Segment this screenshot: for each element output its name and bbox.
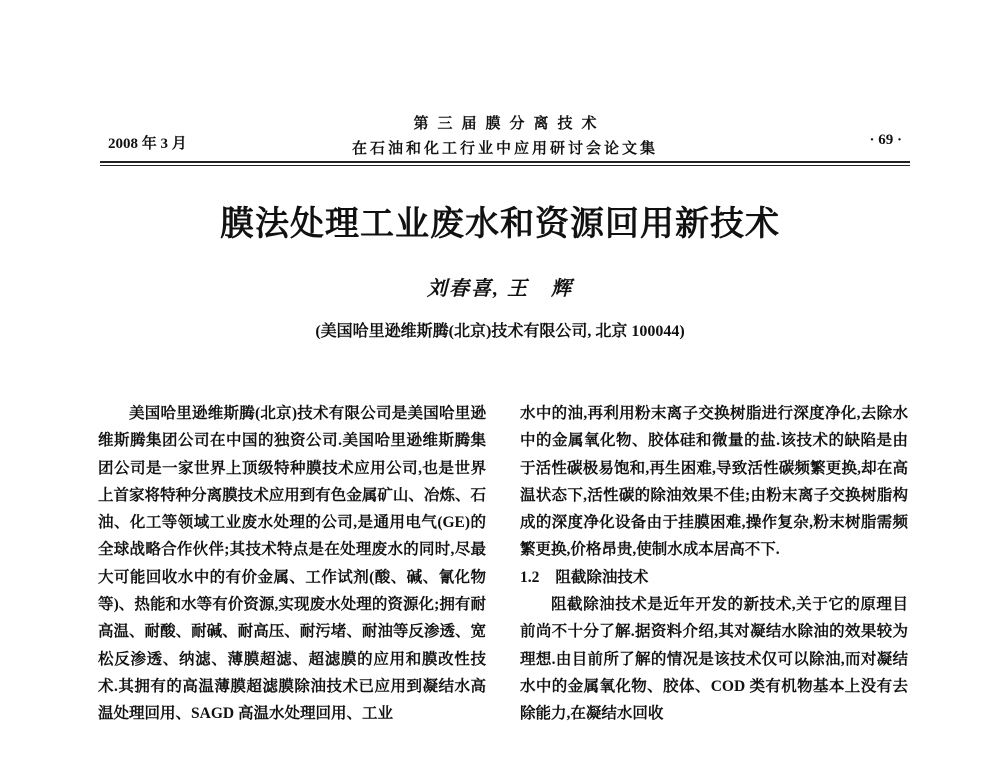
header-conference <box>100 112 910 158</box>
header-conference-line2: 在石油和化工行业中应用研讨会论文集 <box>351 141 658 157</box>
paper-title: 膜法处理工业废水和资源回用新技术 <box>220 206 780 243</box>
running-header <box>100 108 910 166</box>
body-paragraph: 阻截除油技术是近年开发的新技术,关于它的原理目前尚不十分了解.据资料介绍,其对凝结水除油的效果较为理想.由目前所了解的情况是该技术仅可以除油,而对凝结水中的金属氧化物、胶体、COD 类有机物基本上没有去除能力,在凝结水回收 <box>520 596 908 723</box>
paper-affiliation: (美国哈里逊维斯腾(北京)技术有限公司, 北京 100044) <box>315 323 685 340</box>
section-number: 1.2 <box>520 568 540 586</box>
header-date: 2008 年 3 月 <box>108 136 187 152</box>
header-page-number: · 69 · <box>869 132 902 148</box>
body-paragraph: 水中的油,再利用粉末离子交换树脂进行深度净化,去除水中的金属氧化物、胶体硅和微量的盐.该技术的缺陷是由于活性碳极易饱和,再生困难,导致活性碳频繁更换,却在高温状态下,活性碳的除油效果不佳;由粉末离子交换树脂构成的深度净化设备由于挂膜困难,操作复杂,粉末树脂需频繁更换,价格昂贵,使制水成本居高不下. <box>520 405 908 559</box>
body-paragraph: 美国哈里逊维斯腾(北京)技术有限公司是美国哈里逊维斯腾集团公司在中国的独资公司.美国哈里逊维斯腾集团公司是一家世界上顶级特种膜技术应用公司,也是世界上首家将特种分离膜技术应用到有色金属矿山、冶炼、石油、化工等领域工业废水处理的公司,是通用电气(GE)的全球战略合作伙伴;其技术特点是在处理废水的同时,尽最大可能回收水中的有价金属、工作试剂(酸、碱、氰化物等)、热能和水等有价资源,实现废水处理的资源化;拥有耐高温、耐酸、耐碱、耐高压、耐污堵、耐油等反渗透、宽松反渗透、纳滤、薄膜超滤、超滤膜的应用和膜改性技术.其拥有的高温薄膜超滤膜除油技术已应用到凝结水高温处理回用、SAGD 高温水处理回用、工业 <box>98 405 486 723</box>
body-column-right <box>520 400 908 728</box>
paper-authors: 刘春喜, 王 辉 <box>427 278 573 300</box>
section-heading <box>520 564 908 591</box>
header-rule-thin <box>100 165 910 166</box>
header-rule-thick <box>100 161 910 163</box>
header-conference-line1: 第三届膜分离技术 <box>413 116 606 132</box>
section-title: 阻截除油技术 <box>555 568 649 586</box>
body-column-left <box>98 400 486 728</box>
